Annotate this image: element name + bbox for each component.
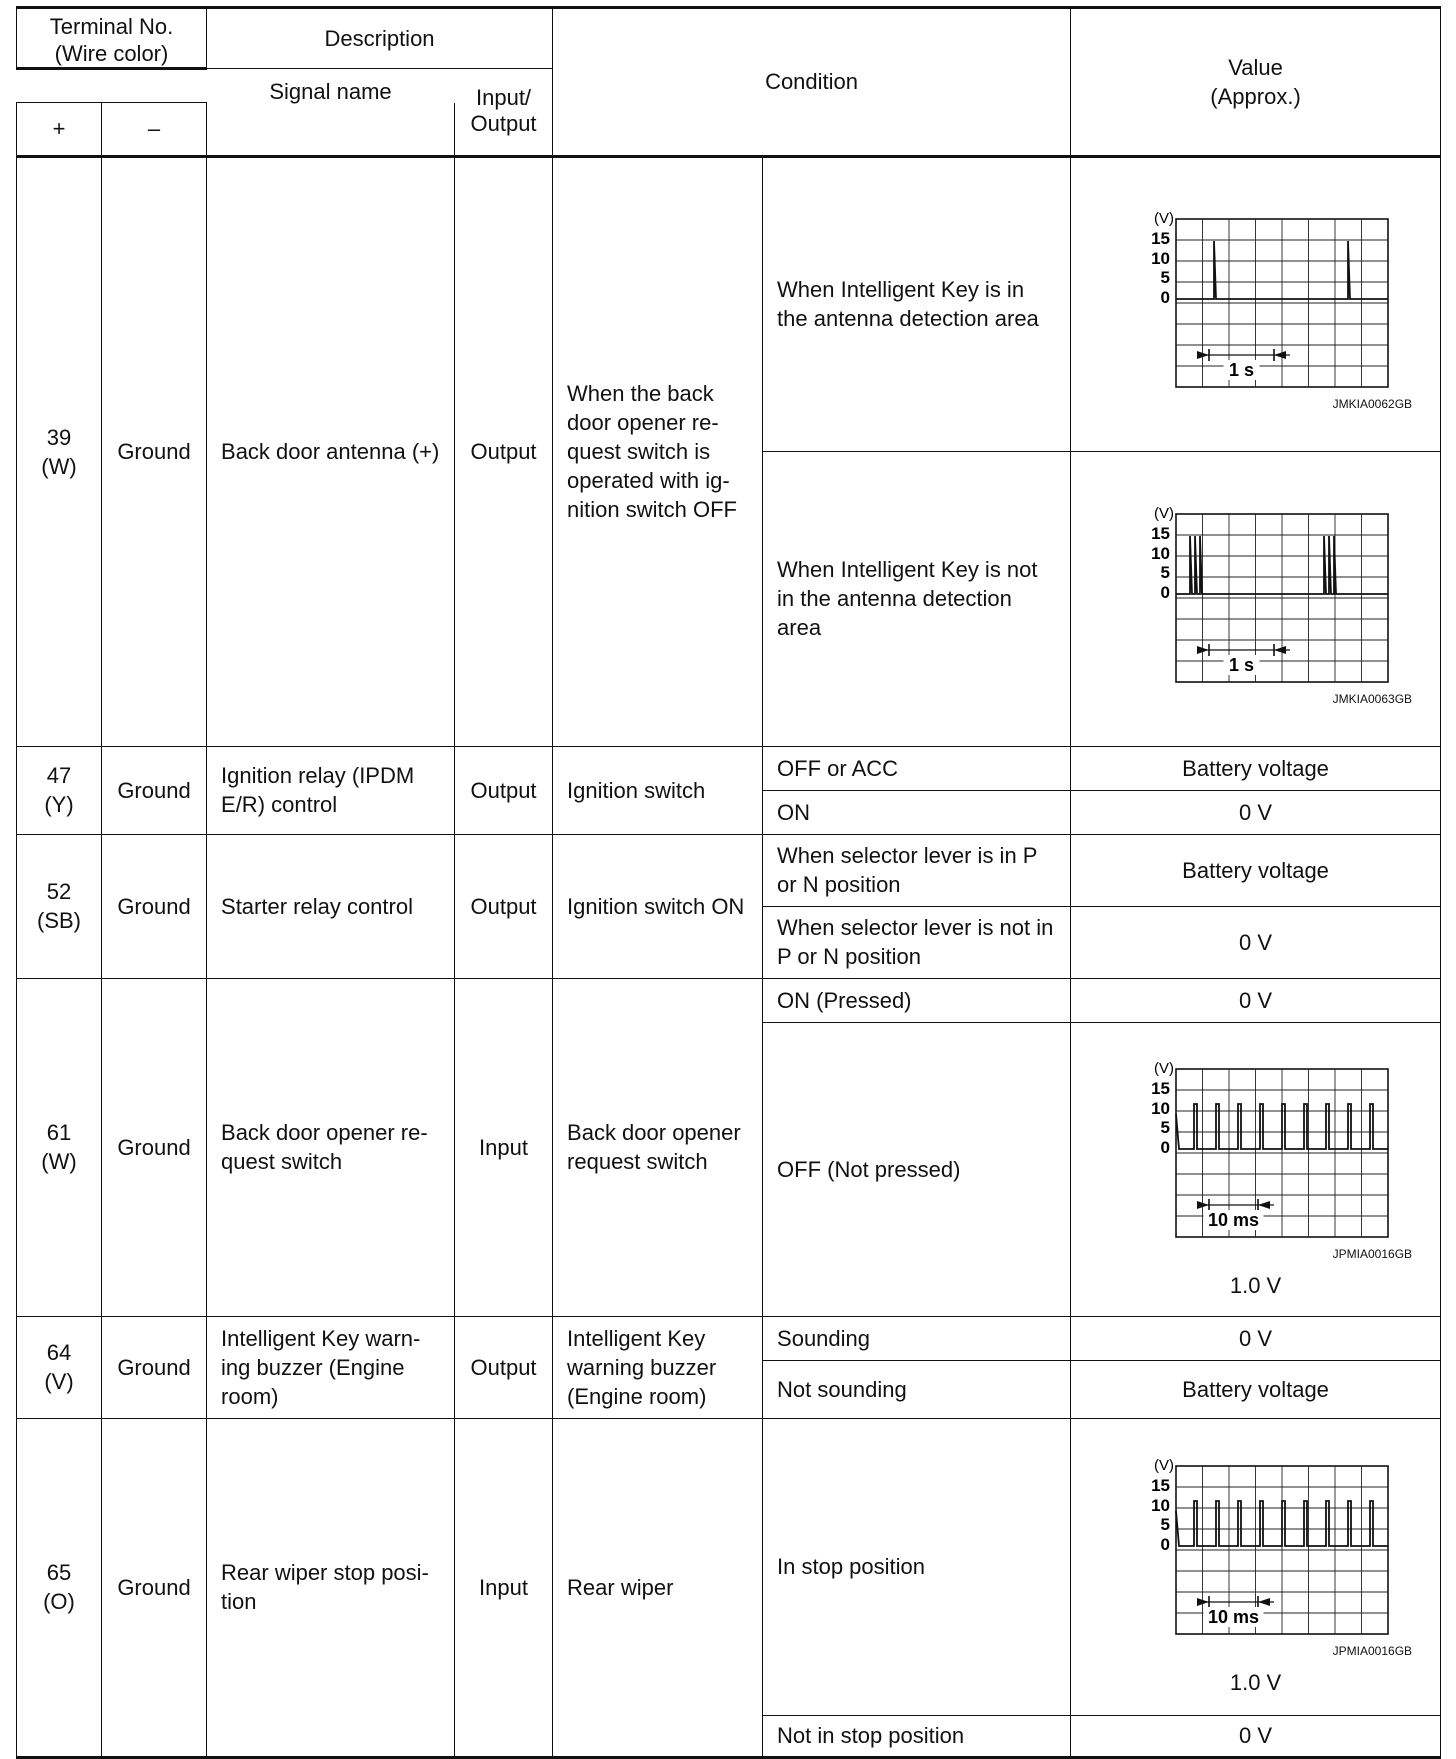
terminal-number: 65 (46, 1560, 72, 1585)
header-approx: (Approx.) (1210, 83, 1301, 109)
time-marker-arrow (1197, 646, 1209, 654)
sub-condition: When selector lever is in P or N position (763, 834, 1071, 906)
signal-name: Intelligent Key warn-ing buzzer (Engine room) (207, 1316, 455, 1418)
value-cell: Battery voltage (1071, 1360, 1441, 1418)
y-axis-label: (V) (1153, 504, 1174, 522)
condition-cell: Ignition switch (553, 746, 763, 834)
sub-condition: OFF (Not pressed) (763, 1022, 1071, 1316)
header-terminal (17, 8, 207, 69)
y-axis-label: 15 (1150, 229, 1170, 248)
y-axis-label: 0 (1160, 288, 1170, 307)
signal-name: Back door antenna (+) (207, 156, 455, 746)
terminal-spec-table (16, 6, 1441, 1759)
waveform-cell (1071, 451, 1441, 746)
time-marker-arrow (1197, 1598, 1209, 1606)
waveform-value: 1.0 V (1229, 1670, 1282, 1695)
terminal-65 (17, 1418, 102, 1757)
header-value-label: Value (1228, 54, 1283, 80)
sub-condition: When Intelligent Key is in the antenna detection area (763, 156, 1071, 451)
terminal-number: 61 (46, 1120, 72, 1145)
ground-cell: Ground (102, 1316, 207, 1418)
value-cell: Battery voltage (1071, 834, 1441, 906)
condition-cell: Rear wiper (553, 1418, 763, 1757)
ground-cell: Ground (102, 746, 207, 834)
waveform-chart (1106, 189, 1406, 404)
y-axis-label: (V) (1153, 1059, 1174, 1077)
wire-color: (W) (41, 1149, 77, 1174)
condition-cell: When the back door opener re-quest switch is operated with ig-nition switch OFF (553, 156, 763, 746)
waveform-chart (1106, 484, 1406, 699)
waveform-chart (1106, 1436, 1406, 1651)
wire-color: (SB) (37, 908, 81, 933)
time-marker-arrow (1258, 1201, 1270, 1209)
value-cell: 0 V (1071, 906, 1441, 978)
waveform-cell (1071, 1418, 1441, 1715)
y-axis-label: 15 (1150, 1078, 1170, 1098)
sub-condition: OFF or ACC (763, 746, 1071, 790)
y-axis-label: 0 (1160, 582, 1170, 602)
io-cell: Output (455, 1316, 553, 1418)
signal-name: Starter relay control (207, 834, 455, 978)
waveform-chart (1106, 1039, 1406, 1254)
io-cell: Input (455, 1418, 553, 1757)
io-cell: Output (455, 746, 553, 834)
value-cell: 0 V (1071, 1715, 1441, 1757)
terminal-61 (17, 978, 102, 1316)
io-cell: Input (455, 978, 553, 1316)
time-marker-arrow (1274, 351, 1286, 359)
terminal-number: 39 (46, 424, 72, 450)
waveform-value: 1.0 V (1229, 1272, 1282, 1298)
figure-code: JMKIA0062GB (1332, 397, 1413, 411)
terminal-52 (17, 834, 102, 978)
sub-condition: Not sounding (763, 1360, 1071, 1418)
wire-color: (O) (43, 1589, 75, 1614)
sub-condition: Sounding (763, 1316, 1071, 1360)
time-scale-label: 1 s (1228, 360, 1254, 380)
y-axis-label: 5 (1160, 562, 1170, 582)
terminal-number: 52 (46, 879, 72, 904)
sub-condition: In stop position (763, 1418, 1071, 1715)
sub-condition: ON (763, 790, 1071, 834)
waveform-cell (1071, 156, 1441, 451)
time-scale-label: 10 ms (1207, 1607, 1259, 1627)
time-marker-arrow (1197, 1201, 1209, 1209)
header-signal-name: Signal name (207, 66, 455, 120)
time-marker-arrow (1197, 351, 1209, 359)
y-axis-label: 15 (1150, 1476, 1170, 1495)
signal-name: Ignition relay (IPDM E/R) control (207, 746, 455, 834)
wire-color: (V) (44, 1369, 74, 1394)
header-plus: + (17, 103, 102, 157)
waveform-cell (1071, 1022, 1441, 1316)
condition-cell: Intelligent Key warning buzzer (Engine room) (553, 1316, 763, 1418)
header-input-output: Input/ Output (455, 85, 553, 139)
terminal-number: 47 (46, 763, 72, 788)
ground-cell: Ground (102, 1418, 207, 1757)
signal-name: Back door opener re-quest switch (207, 978, 455, 1316)
time-marker-arrow (1274, 646, 1286, 654)
time-scale-label: 1 s (1228, 654, 1254, 675)
terminal-number: 64 (46, 1340, 72, 1365)
sub-condition: When selector lever is not in P or N position (763, 906, 1071, 978)
y-axis-label: 0 (1160, 1137, 1170, 1157)
ground-cell: Ground (102, 156, 207, 746)
sub-condition: When Intelligent Key is not in the antenna detection area (763, 451, 1071, 746)
value-cell: 0 V (1071, 978, 1441, 1022)
time-marker-arrow (1258, 1598, 1270, 1606)
y-axis-label: 10 (1150, 1496, 1170, 1515)
header-condition: Condition (553, 8, 1071, 157)
value-cell: Battery voltage (1071, 746, 1441, 790)
figure-code: JPMIA0016GB (1332, 1246, 1413, 1261)
value-cell: 0 V (1071, 790, 1441, 834)
signal-name: Rear wiper stop posi-tion (207, 1418, 455, 1757)
y-axis-label: (V) (1153, 210, 1174, 227)
condition-cell: Ignition switch ON (553, 834, 763, 978)
sub-condition: Not in stop position (763, 1715, 1071, 1757)
y-axis-label: 15 (1150, 523, 1170, 543)
y-axis-label: 10 (1150, 1098, 1170, 1118)
y-axis-label: 5 (1160, 1515, 1170, 1534)
io-cell: Output (455, 156, 553, 746)
y-axis-label: 0 (1160, 1535, 1170, 1554)
ground-cell: Ground (102, 978, 207, 1316)
condition-cell: Back door opener request switch (553, 978, 763, 1316)
y-axis-label: 10 (1150, 249, 1170, 268)
header-wire-color: (Wire color) (54, 41, 169, 66)
time-scale-label: 10 ms (1207, 1209, 1259, 1230)
io-cell: Output (455, 834, 553, 978)
ground-cell: Ground (102, 834, 207, 978)
terminal-64 (17, 1316, 102, 1418)
value-cell: 0 V (1071, 1316, 1441, 1360)
header-minus: – (102, 103, 207, 157)
header-value (1071, 8, 1441, 157)
sub-condition: ON (Pressed) (763, 978, 1071, 1022)
y-axis-label: 5 (1160, 268, 1170, 287)
header-description: Description (207, 8, 553, 69)
wire-color: (W) (41, 453, 77, 479)
header-terminal-no: Terminal No. (49, 14, 174, 39)
y-axis-label: 5 (1160, 1117, 1170, 1137)
figure-code: JMKIA0063GB (1332, 691, 1413, 706)
figure-code: JPMIA0016GB (1332, 1644, 1413, 1658)
y-axis-label: (V) (1153, 1457, 1174, 1474)
wire-color: (Y) (44, 792, 74, 817)
terminal-47 (17, 746, 102, 834)
terminal-39 (17, 156, 102, 746)
y-axis-label: 10 (1150, 543, 1170, 563)
